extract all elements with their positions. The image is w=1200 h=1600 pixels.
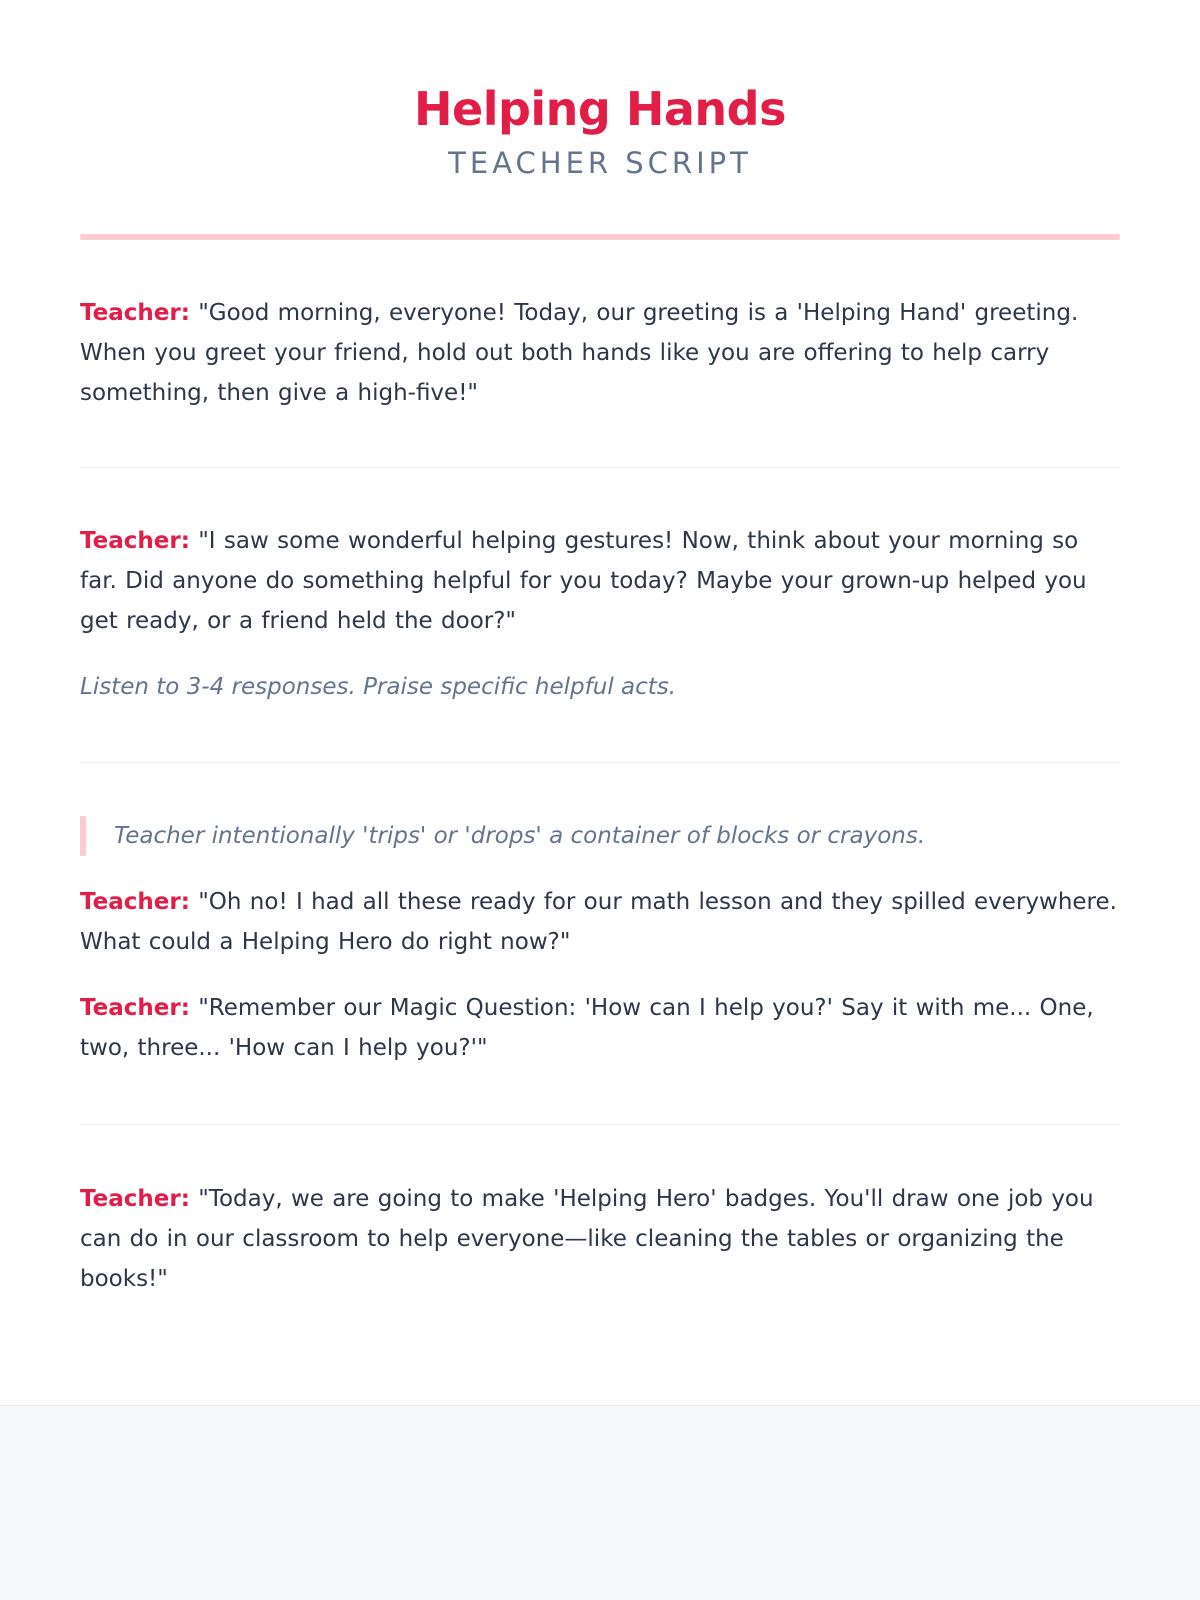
script-section-activity bbox=[80, 1179, 1120, 1299]
speaker-label: Teacher: bbox=[80, 528, 190, 554]
dialogue-line bbox=[80, 1179, 1120, 1299]
speaker-label: Teacher: bbox=[80, 1186, 190, 1212]
dialogue-text: "I saw some wonderful helping gestures! Now, think about your morning so far. Did anyone do something helpful for you today? Maybe your grown-up helped you get ready, or a friend held the door?" bbox=[80, 528, 1087, 634]
page-header bbox=[0, 78, 1200, 182]
dialogue-line bbox=[80, 293, 1120, 413]
page-title: Helping Hands bbox=[414, 82, 786, 136]
dialogue-line bbox=[80, 882, 1120, 962]
stage-direction-bar bbox=[80, 816, 86, 856]
dialogue-text: "Remember our Magic Question: 'How can I help you?' Say it with me... One, two, three... 'How can I help you?'" bbox=[80, 995, 1094, 1061]
section-divider bbox=[80, 467, 1120, 468]
dialogue-text: "Good morning, everyone! Today, our greeting is a 'Helping Hand' greeting. When you greet your friend, hold out both hands like you are offering to help carry something, then give a high-five!" bbox=[80, 300, 1079, 406]
script-section-modeling bbox=[80, 816, 1120, 1068]
stage-direction-text: Teacher intentionally 'trips' or 'drops' a container of blocks or crayons. bbox=[114, 823, 926, 849]
dialogue-line bbox=[80, 521, 1120, 641]
header-divider bbox=[80, 234, 1120, 240]
dialogue-text: "Oh no! I had all these ready for our math lesson and they spilled everywhere. What could a Helping Hero do right now?" bbox=[80, 889, 1117, 955]
teacher-note: Listen to 3-4 responses. Praise specific helpful acts. bbox=[80, 674, 677, 700]
speaker-label: Teacher: bbox=[80, 995, 190, 1021]
dialogue-line bbox=[80, 988, 1120, 1068]
section-divider bbox=[80, 762, 1120, 763]
speaker-label: Teacher: bbox=[80, 300, 190, 326]
section-divider bbox=[80, 1124, 1120, 1125]
script-section-share bbox=[80, 521, 1120, 707]
page-subtitle: TEACHER SCRIPT bbox=[448, 146, 752, 180]
speaker-label: Teacher: bbox=[80, 889, 190, 915]
script-section-greeting bbox=[80, 293, 1120, 413]
stage-direction bbox=[80, 816, 1120, 856]
dialogue-text: "Today, we are going to make 'Helping Hero' badges. You'll draw one job you can do in our classroom to help everyone—like cleaning the tables or organizing the books!" bbox=[80, 1186, 1094, 1292]
